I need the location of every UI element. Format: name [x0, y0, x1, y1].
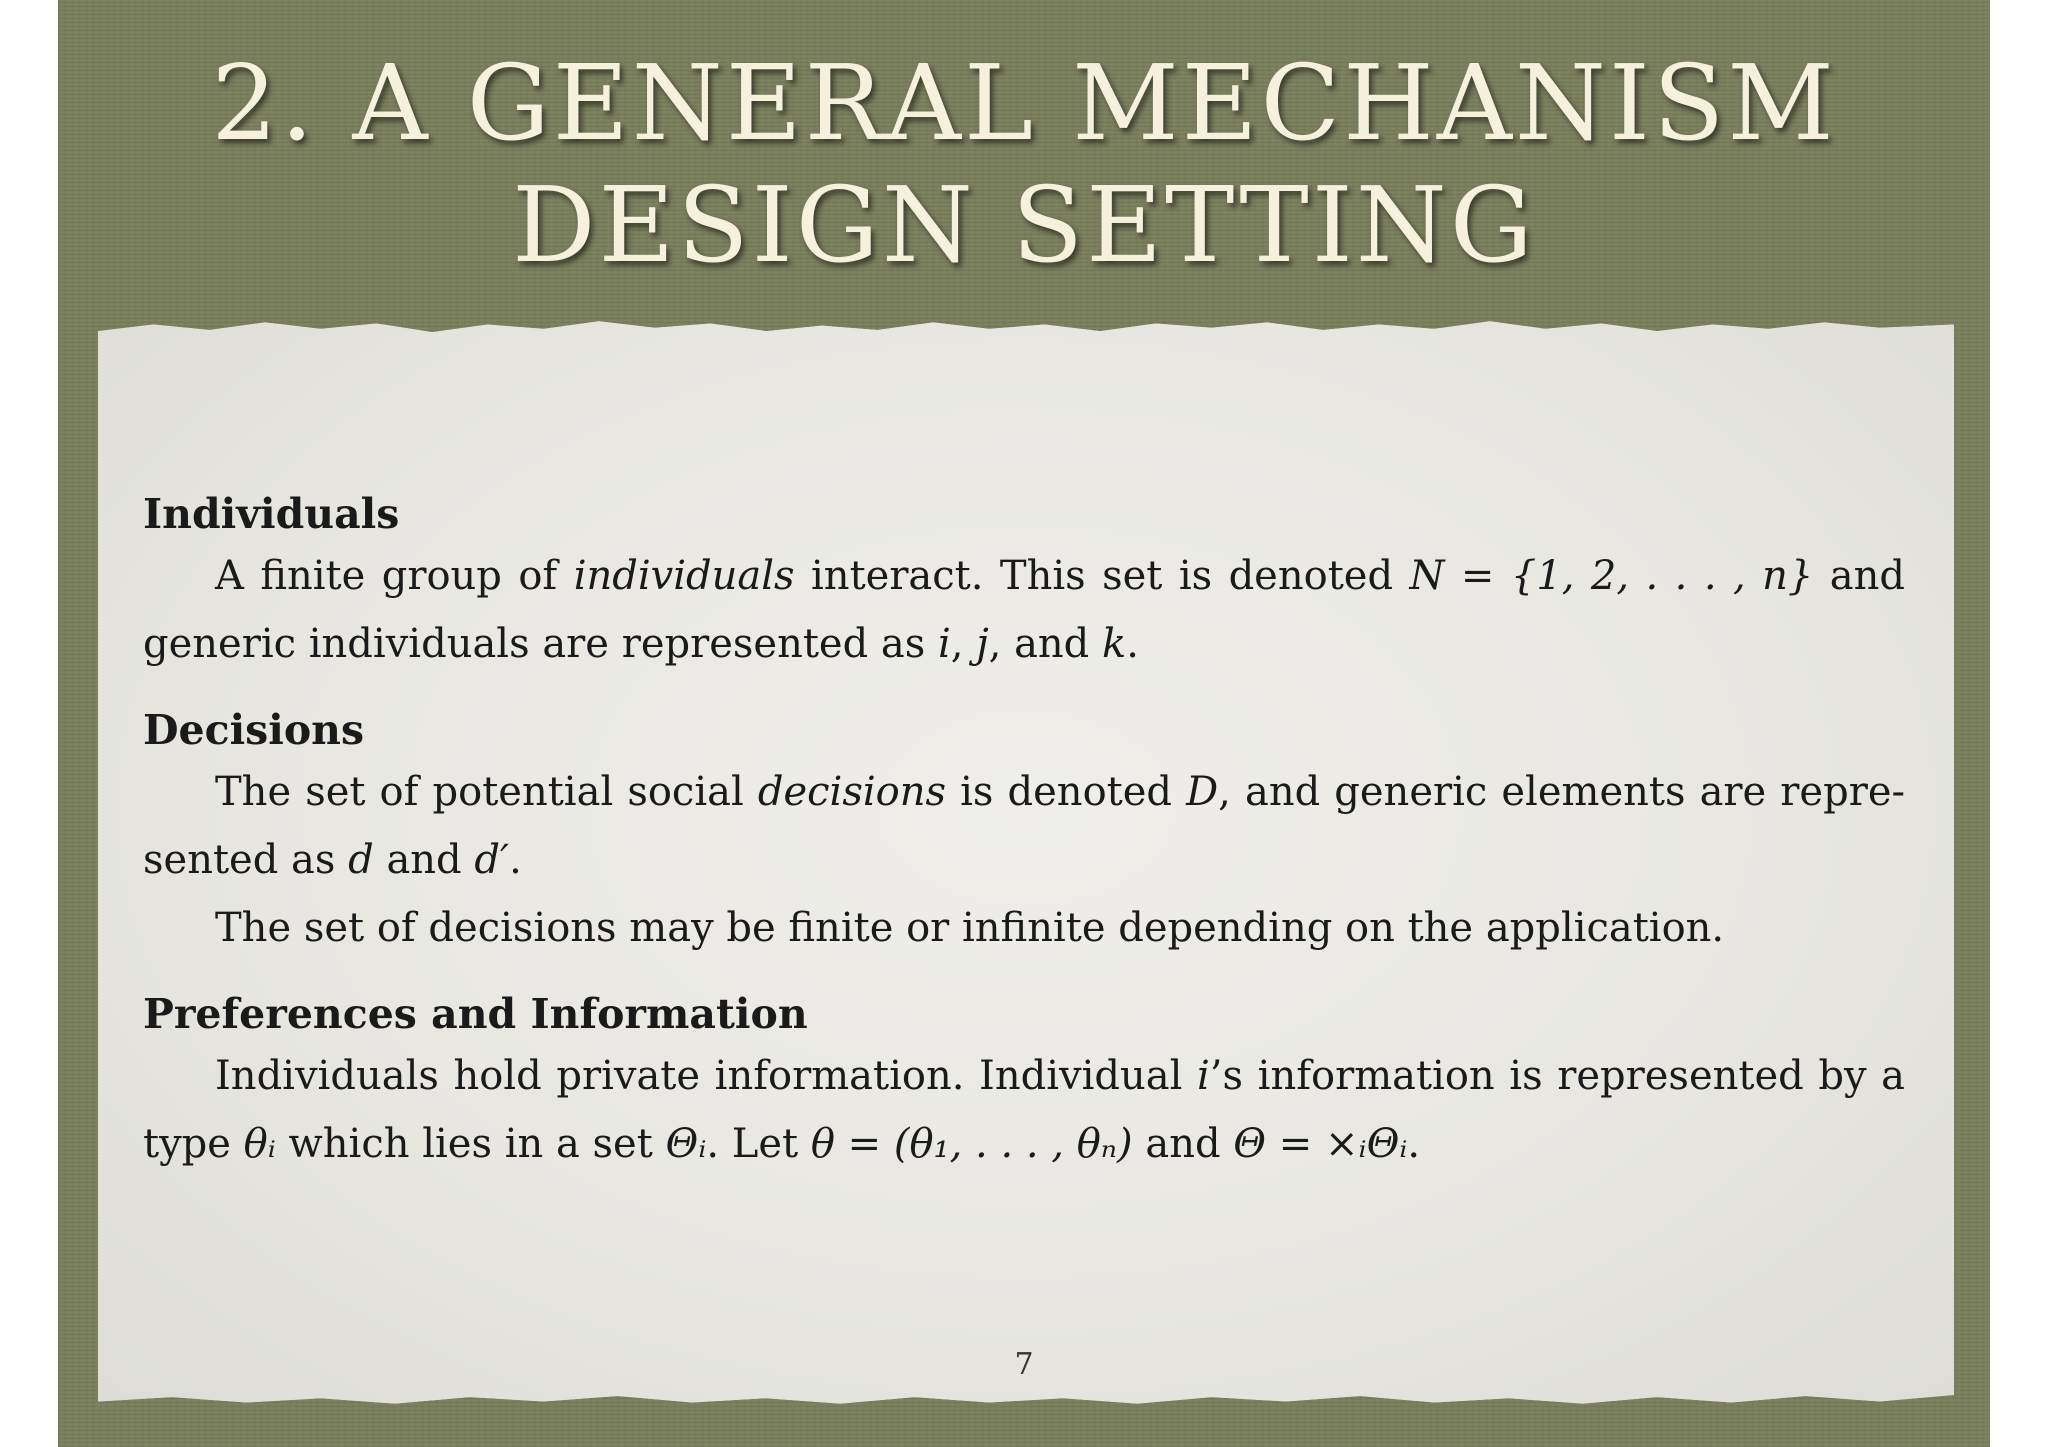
title-line-1: 2. A GENERAL MECHANISM — [211, 42, 1837, 164]
page-number: 7 — [1014, 1347, 1034, 1382]
title-line-2: DESIGN SETTING — [512, 164, 1536, 286]
paragraph-preferences: Individuals hold private information. Individual i’s information is represented by a type θᵢ which lies in a set Θᵢ. Let θ = (θ₁, . . . , θₙ) and Θ = ×ᵢΘᵢ. — [143, 1053, 1905, 1167]
slide-body — [143, 486, 1905, 1178]
paragraph-decisions-2: The set of decisions may be finite or infinite depending on the application. — [215, 905, 1725, 951]
heading-decisions: Decisions — [143, 706, 365, 754]
heading-preferences: Preferences and Information — [143, 990, 808, 1038]
heading-individuals: Individuals — [143, 490, 400, 538]
slide-title — [58, 42, 1990, 286]
math-set-N: N = {1, 2, . . . , n} — [1409, 553, 1814, 599]
paragraph-individuals: A finite group of individuals interact. This set is denoted N = {1, 2, . . . , n} and generic individuals are represented as i, j, and k. — [143, 553, 1905, 667]
paragraph-decisions-1: The set of potential social decisions is denoted D, and generic elements are repre-sented as d and d′. — [143, 769, 1906, 883]
